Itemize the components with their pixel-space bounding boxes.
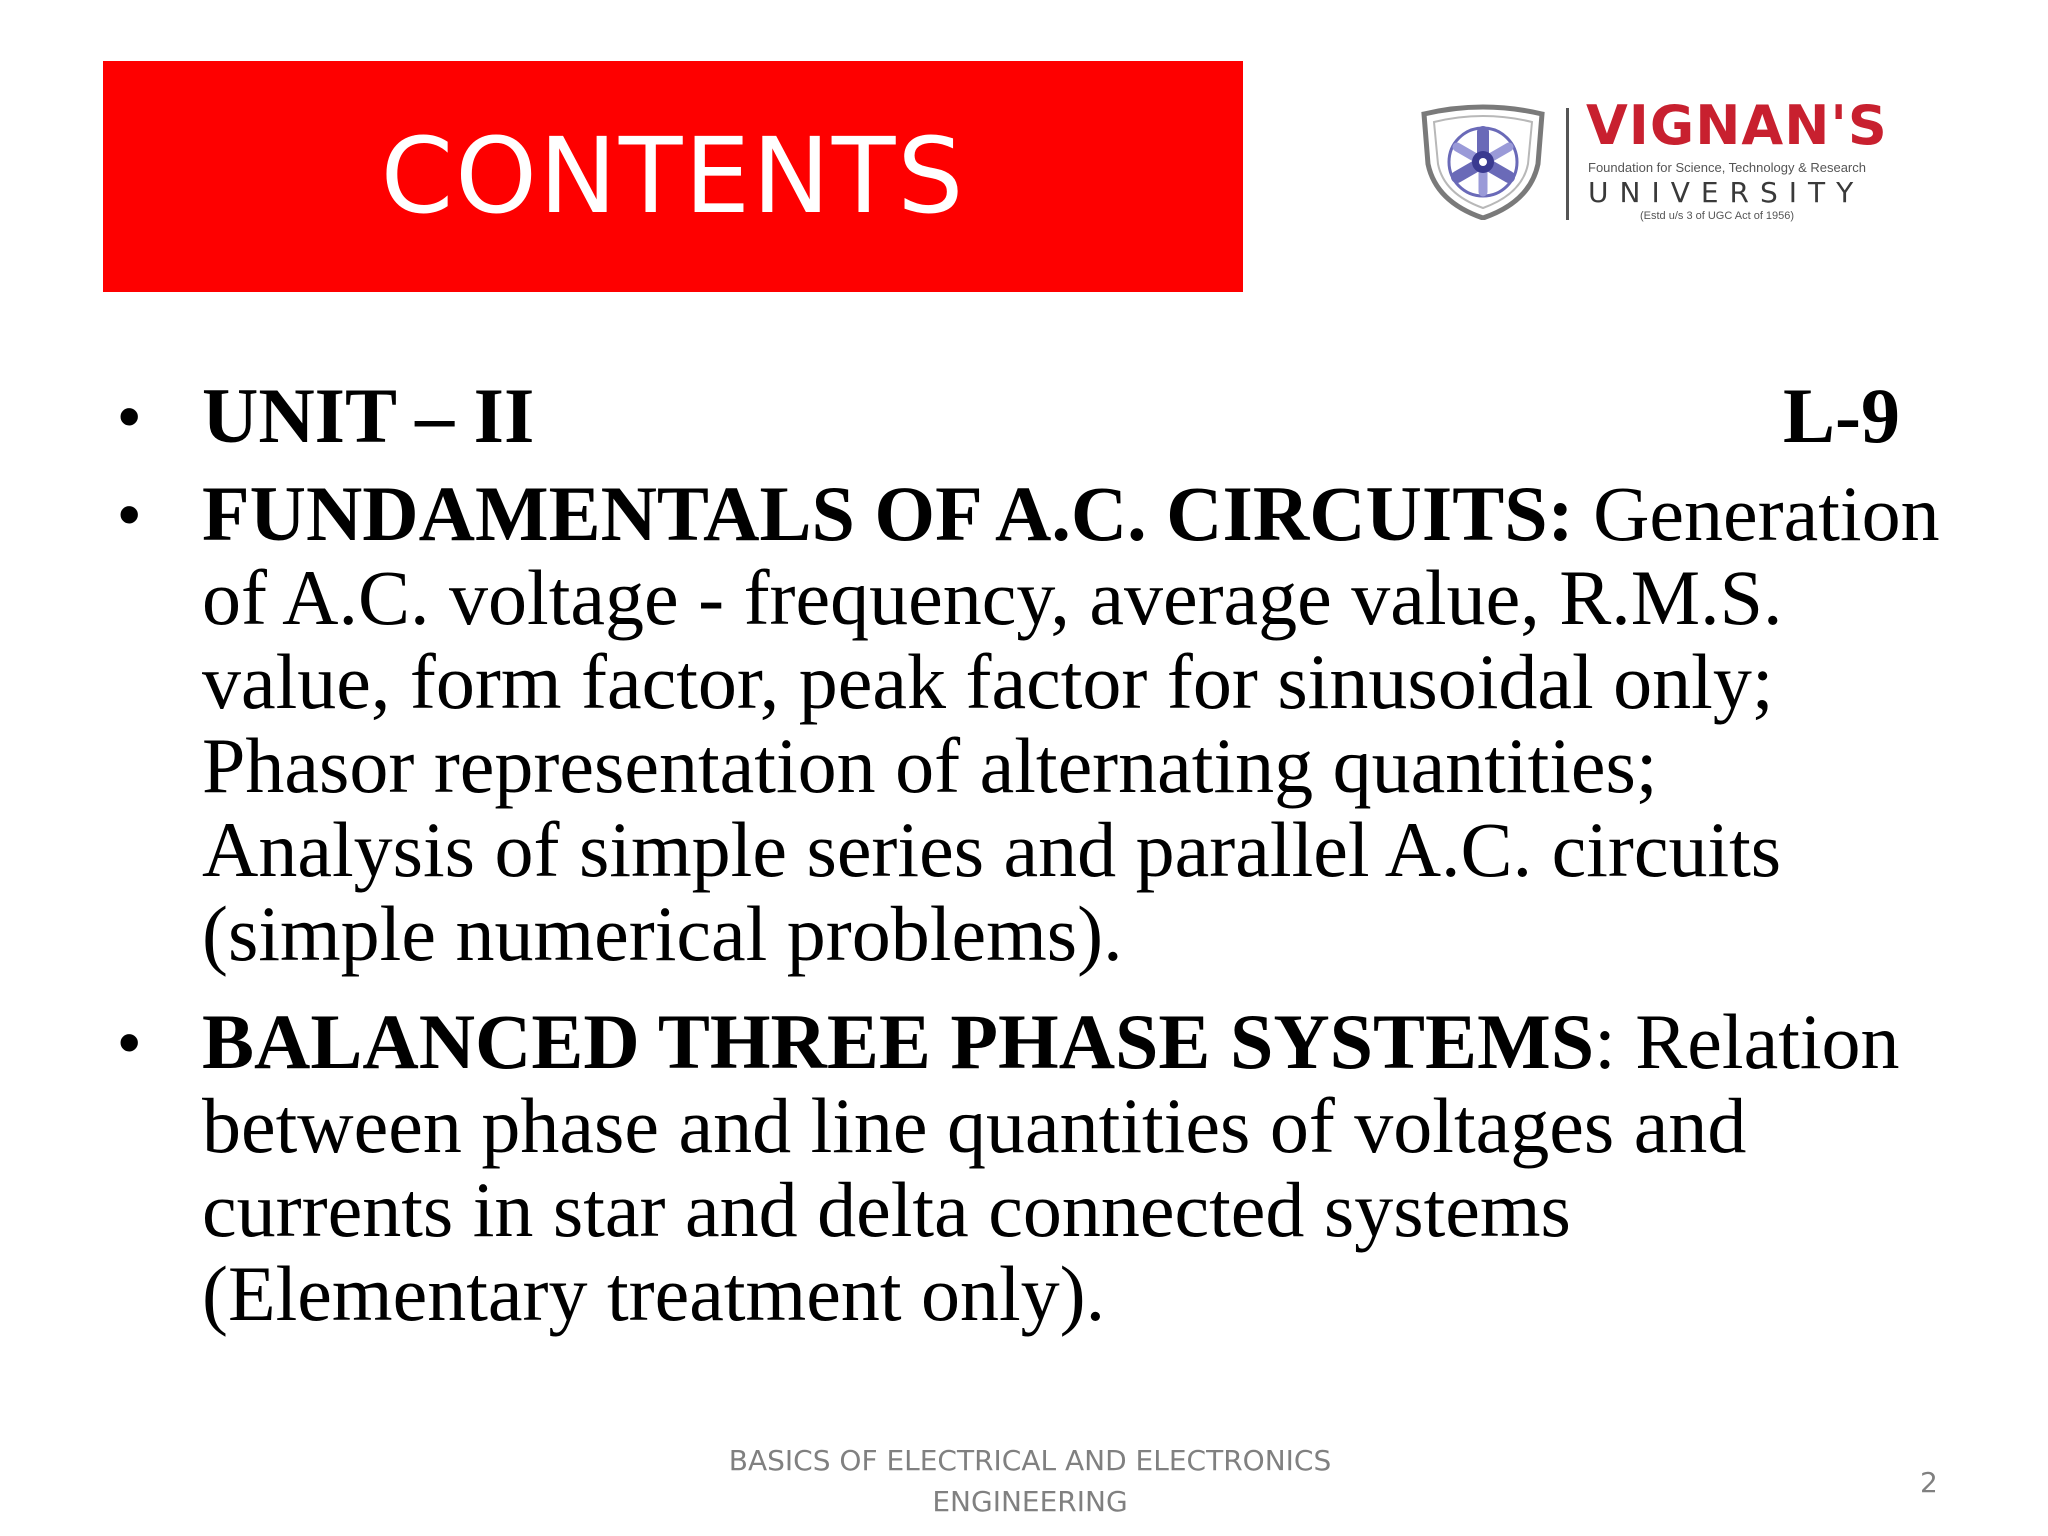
topic-text: : Relation between phase and line quantities of voltages and currents in star and delta connected systems (Elementary treatment only). [202,998,1900,1337]
footer-line: BASICS OF ELECTRICAL AND ELECTRONICS [728,1444,1332,1477]
page-number: 2 [1920,1466,1938,1499]
unit-heading: UNIT – II [202,372,535,459]
bullet-paragraph [202,1000,1942,1336]
logo-tagline: Foundation for Science, Technology & Research [1588,160,1866,175]
footer-course-title [700,1440,1360,1522]
bullet-paragraph [202,472,1942,976]
logo-university: UNIVERSITY [1588,176,1865,209]
lecture-count: L-9 [1783,372,1900,459]
slide-title: CONTENTS [380,115,966,237]
logo-estd: (Estd u/s 3 of UGC Act of 1956) [1640,210,1795,222]
topic-text: Generation of A.C. voltage - frequency, average value, R.M.S. value, form factor, peak factor for sinusoidal only; Phasor representation of alternating quantities; Analysis of simple series and parallel A.C. circuits (simple numerical problems). [202,470,1940,977]
bullet-icon: • [118,380,141,452]
topic-heading: BALANCED THREE PHASE SYSTEMS [202,998,1595,1085]
shield-emblem-icon [1418,104,1548,220]
bullet-icon: • [118,1006,141,1078]
bullet-icon: • [118,478,141,550]
logo-name: VIGNAN'S [1586,94,1888,157]
footer-line: ENGINEERING [932,1485,1128,1518]
title-banner [103,61,1243,292]
logo-divider [1566,108,1569,220]
university-logo [1418,94,1898,230]
topic-heading: FUNDAMENTALS OF A.C. CIRCUITS: [202,470,1574,557]
